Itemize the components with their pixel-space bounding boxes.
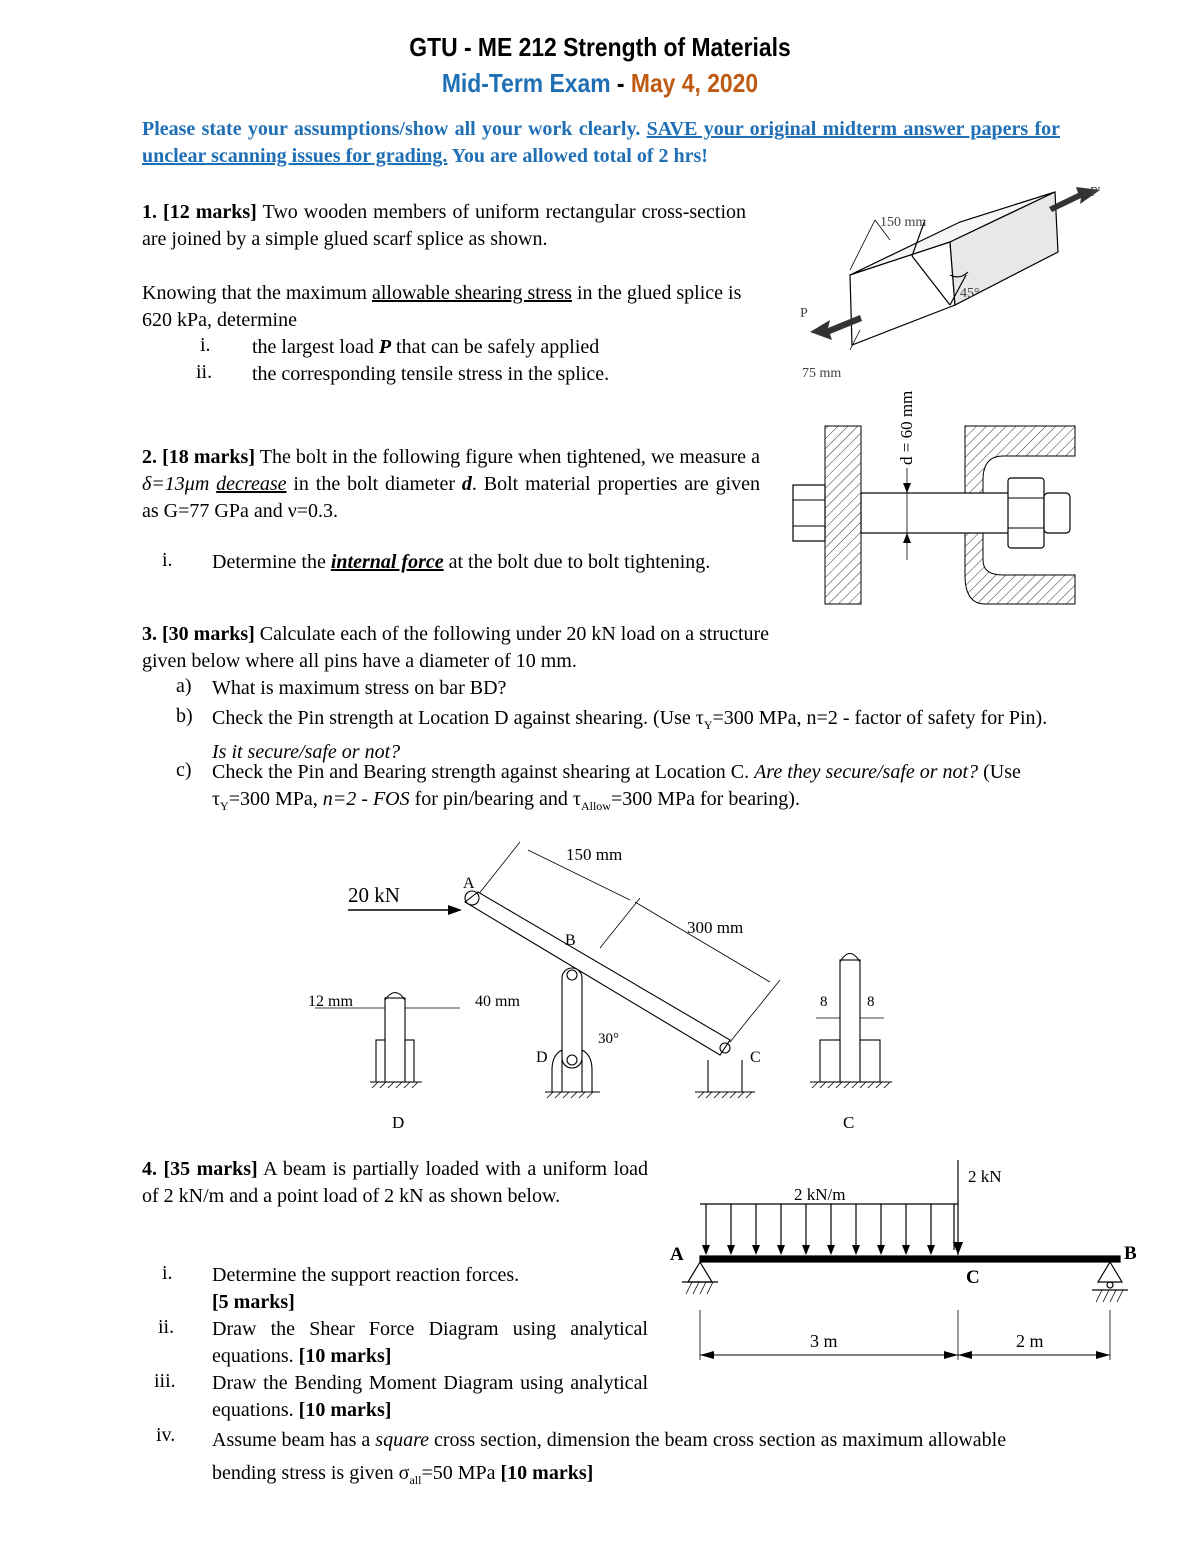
q4-fig-label-b: B [1124, 1243, 1137, 1264]
q1-text: Two wooden members of uniform rectangular cross-section are joined by a simple glued scarf splice as shown. [142, 201, 747, 250]
q1-text2: Knowing that the maximum allowable shearing stress in the glued splice is 620 kPa, determine [142, 282, 742, 331]
q4-item-1-number: i. [162, 1262, 173, 1284]
q4-item-4: Assume beam has a square cross section, dimension the beam cross section as maximum allowable bending stress is given $\sigma_{all}=50$ MPa [10 marks] [212, 1429, 1007, 1487]
q3-fig-width-1: 12 mm [308, 993, 353, 1010]
structure-figure [300, 830, 920, 1140]
q1-item-2-number: ii. [196, 361, 213, 383]
q3-fig-angle: 30° [598, 1031, 619, 1047]
q2-marks: [18 marks] [162, 446, 255, 468]
q3-fig-length-1: 150 mm [566, 845, 623, 864]
q3-fig-label-d: D [536, 1049, 548, 1066]
q2-fig-diameter: d = 60 mm [897, 390, 916, 465]
q4-item-3-number: iii. [154, 1370, 176, 1392]
q3b-text: Check the Pin strength at Location D against shearing. (Use $\tau_Y=300$ MPa, n=2 - factor of safety for Pin). Is it secure/safe or not? [212, 707, 1048, 763]
q3-fig-detail-d: D [392, 1113, 405, 1132]
question-4: 4. [35 marks] A beam is partially loaded with a uniform load of 2 kN/m and a point load of 2 kN as shown below. [142, 1158, 649, 1207]
question-2: 2. [18 marks] The bolt in the following figure when tightened, we measure a δ=13μm decrease in the bolt diameter d. Bolt material properties are given as G=77 GPa and ν=0.3. [142, 446, 761, 522]
q3c-label: c) [176, 759, 192, 781]
q4-item-1: Determine the support reaction forces. [5 marks] [212, 1264, 520, 1313]
q1-number: 1. [142, 201, 157, 223]
q3-fig-label-b: B [565, 932, 576, 949]
q2-item-number: i. [162, 549, 173, 571]
q3a-text: What is maximum stress on bar BD? [212, 677, 507, 699]
q4-fig-label-c: C [966, 1267, 980, 1288]
q2-delta: δ=13μm [142, 473, 210, 495]
subtitle-exam: Mid-Term Exam [441, 68, 611, 98]
q3-fig-e1: 8 [820, 994, 828, 1010]
q4-item-2-number: ii. [158, 1316, 175, 1338]
q1-fig-load-p: P [800, 306, 808, 321]
q2-item: Determine the internal force at the bolt due to bolt tightening. [212, 551, 711, 573]
q3c-text: Check the Pin and Bearing strength against shearing at Location C. Are they secure/safe or not? (Use $\tau_Y=300$ MPa, n=2 - FOS for pin/bearing and $\tau_{Allow}=300$ MPa for bearing). [212, 761, 1021, 813]
q1-item-1: the largest load P that can be safely applied [252, 336, 600, 358]
q4-fig-point-load: 2 kN [968, 1167, 1002, 1186]
instructions-save: SAVE your original midterm answer papers for unclear scanning issues for grading. [142, 118, 1060, 167]
subtitle-sep: - [610, 68, 631, 98]
q4-item-4-number: iv. [156, 1424, 176, 1446]
q1-allowable: allowable shearing stress [371, 282, 572, 304]
exam-subtitle [72, 68, 1128, 99]
scarf-splice-figure [790, 180, 1110, 380]
q2-internal-force: internal force [330, 551, 444, 573]
q1-marks: [12 marks] [163, 201, 257, 223]
q4-marks: [35 marks] [163, 1158, 258, 1180]
q4-item-2: Draw the Shear Force Diagram using analytical equations. [10 marks] [212, 1318, 648, 1367]
instructions-part1: Please state your assumptions/show all your work clearly. [142, 118, 647, 140]
q1-fig-width: 150 mm [880, 215, 927, 230]
instructions-time: You are allowed total of 2 hrs! [447, 145, 708, 167]
beam-figure [660, 1160, 1150, 1375]
q1-item-1-number: i. [200, 334, 211, 356]
q3-fig-load: 20 kN [348, 883, 400, 907]
question-1 [142, 199, 746, 253]
bolt-figure [785, 360, 1085, 610]
q4-item-3: Draw the Bending Moment Diagram using analytical equations. [10 marks] [212, 1372, 648, 1421]
q2-decrease: decrease [216, 473, 287, 495]
q3-marks: [30 marks] [162, 623, 255, 645]
q1-fig-angle: 45° [960, 286, 980, 301]
q4-fig-length-2: 2 m [1016, 1331, 1044, 1351]
q3-fig-length-2: 300 mm [687, 918, 744, 937]
q1-item-2: the corresponding tensile stress in the splice. [252, 363, 610, 385]
q1-fig-load-pprime: P' [1090, 185, 1101, 200]
subtitle-date: May 4, 2020 [630, 68, 759, 98]
q1-fig-height: 75 mm [802, 366, 842, 380]
q3-fig-width-2: 40 mm [475, 993, 520, 1010]
q4-fig-length-1: 3 m [810, 1331, 838, 1351]
question-3: 3. [30 marks] Calculate each of the following under 20 kN load on a structure given below where all pins have a diameter of 10 mm. [142, 623, 770, 672]
instructions [142, 116, 1060, 170]
q3-fig-detail-c: C [843, 1113, 855, 1132]
q3-fig-label-c: C [750, 1049, 761, 1066]
q4-fig-label-a: A [670, 1244, 684, 1265]
q3b-label: b) [176, 705, 193, 727]
q3a-label: a) [176, 675, 192, 697]
exam-title: GTU - ME 212 Strength of Materials [409, 32, 791, 62]
q3-fig-label-a: A [463, 875, 475, 892]
q3-fig-e2: 8 [867, 994, 875, 1010]
q4-fig-distributed-load: 2 kN/m [794, 1185, 846, 1204]
